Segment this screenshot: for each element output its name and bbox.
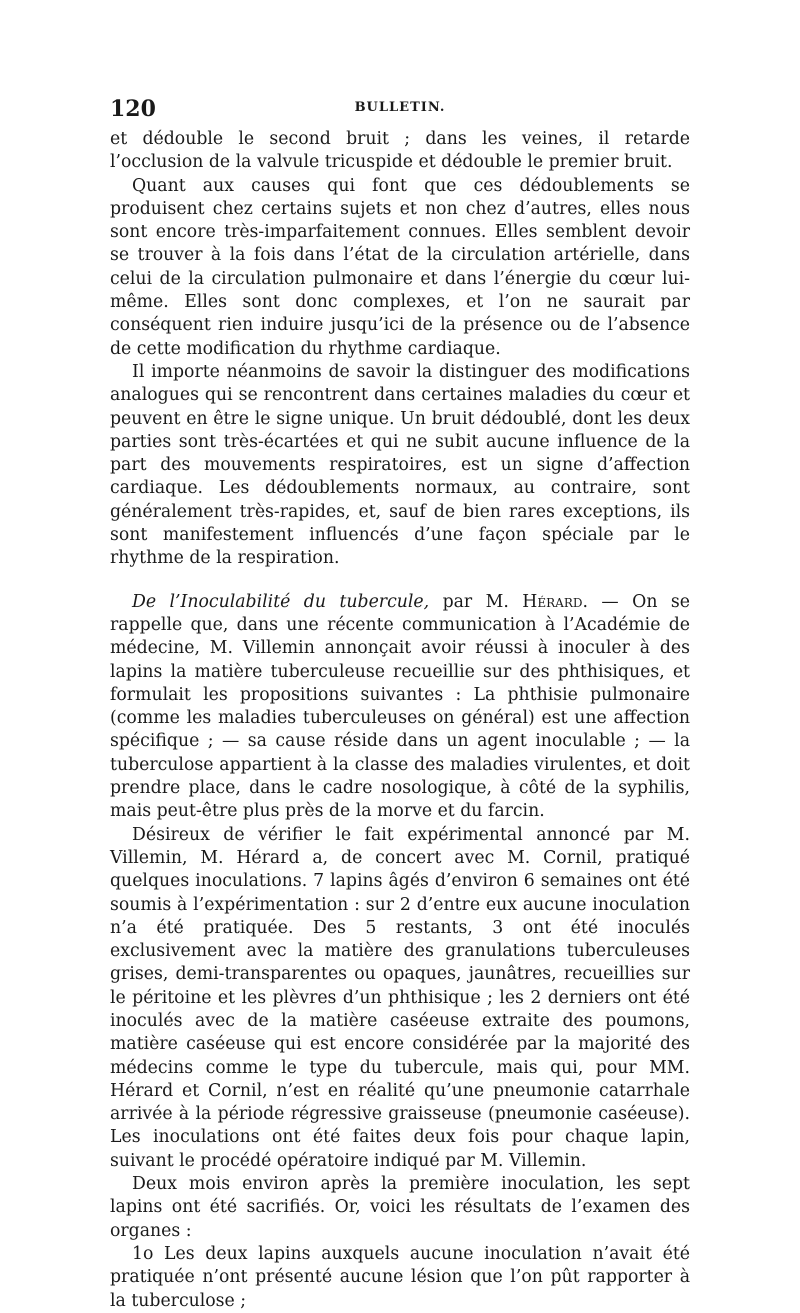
body-text (110, 128, 690, 1313)
page-number: 120 (110, 96, 156, 122)
paragraph: Quant aux causes qui font que ces dédoublements se produisent chez certains sujets et non chez d’autres, elles nous sont encore très-imparfaitement connues. Elles semblent devoir se trouver à la fois dans l’état de la circulation artérielle, dans celui de la circulation pulmonaire et dans l’énergie du cœur lui-même. Elles sont donc complexes, et l’on ne saurait par conséquent rien induire jusqu’ici de la présence ou de l’absence de cette modification du rhythme cardiaque. (110, 175, 690, 359)
article-intro-text: . — On se rappelle que, dans une récente communication à l’Académie de médecine, M. Villemin annonçait avoir réussi à inoculer à des lapins la matière tuberculeuse recueillie sur des phthisiques, et formulait les propositions suivantes : La phthisie pulmonaire (comme les maladies tuberculeuses on général) est une affection spécifique ; — sa cause réside dans un agent inoculable ; — la tuberculose appartient à la classe des maladies virulentes, et doit prendre place, dans le cadre nosologique, à côté de la syphilis, mais peut-être plus près de la morve et du farcin. (110, 591, 690, 822)
article-byline: par M. (429, 591, 523, 612)
article-title: De l’Inoculabilité du tubercule, (132, 591, 430, 612)
running-title: BULLETIN. (354, 100, 446, 115)
article-author: Hérard (522, 591, 583, 612)
paragraph: 1o Les deux lapins auxquels aucune inoculation n’avait été pratiquée n’ont présenté aucune lésion que l’on pût rapporter à la tuberculose ; (110, 1243, 690, 1311)
paragraph: Deux mois environ après la première inoculation, les sept lapins ont été sacrifiés. Or, voici les résultats de l’examen des organes : (110, 1174, 690, 1241)
article-intro-paragraph (110, 591, 690, 824)
paragraph: et dédouble le second bruit ; dans les veines, il retarde l’occlusion de la valvule tricuspide et dédouble le premier bruit. (110, 129, 690, 173)
paragraph: Il importe néanmoins de savoir la distinguer des modifications analogues qui se rencontrent dans certaines maladies du cœur et peuvent en être le signe unique. Un bruit dédoublé, dont les deux parties sont très-écartées et qui ne subit aucune influence de la part des mouvements respiratoires, est un signe d’affection cardiaque. Les dédoublements normaux, au contraire, sont généralement très-rapides, et, sauf de bien rares exceptions, ils sont manifestement influencés d’une façon spéciale par le rhythme de la respiration. (110, 361, 690, 569)
paragraph: Désireux de vérifier le fait expérimental annoncé par M. Villemin, M. Hérard a, de concert avec M. Cornil, pratiqué quelques inoculations. 7 lapins âgés d’environ 6 semaines ont été soumis à l’expérimentation : sur 2 d’entre eux aucune inoculation n’a été pratiquée. Des 5 restants, 3 ont été inoculés exclusivement avec la matière des granulations tuberculeuses grises, demi-transparentes ou opaques, jaunâtres, recueillies sur le péritoine et les plèvres d’un phthisique ; les 2 derniers ont été inoculés avec de la matière caséeuse extraite des poumons, matière caséeuse qui est encore considérée par la majorité des médecins comme le type du tubercule, mais qui, pour MM. Hérard et Cornil, n’est en réalité qu’une pneumonie catarrhale arrivée à la période régressive graisseuse (pneumonie caséeuse). Les inoculations ont été faites deux fois pour chaque lapin, suivant le procédé opératoire indiqué par M. Villemin. (110, 824, 690, 1171)
page-header (110, 96, 690, 120)
